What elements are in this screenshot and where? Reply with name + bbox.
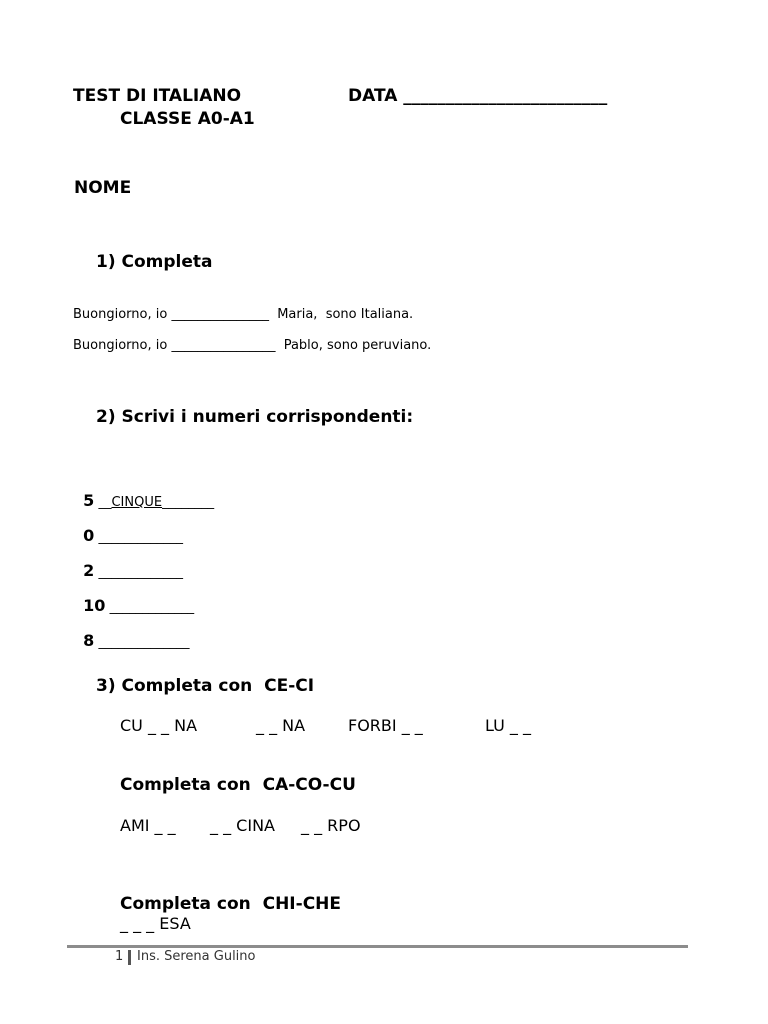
number-row-0[interactable] [73,507,183,545]
subheading-ca-co-cu: Completa con CA-CO-CU [120,775,356,795]
answer-blank[interactable]: _____________ [94,530,183,545]
number-row-8[interactable] [73,612,189,650]
class-label: CLASSE A0-A1 [120,109,255,129]
name-field-label[interactable]: NOME [74,178,132,198]
number-label: 8 [83,631,95,650]
page-number: 1 [115,949,124,964]
answer-example: CINQUE [111,495,163,510]
number-row-2[interactable] [73,542,183,580]
number-row-10[interactable] [73,577,194,615]
answer-blank[interactable]: _____________ [94,565,183,580]
number-label: 10 [83,596,106,615]
word-blank-chi-che[interactable]: _ _ _ ESA [120,914,191,933]
number-row-5[interactable] [73,472,214,510]
footer-author: Ins. Serena Gulino [137,949,256,964]
answer-blank-pre: __ [94,495,112,510]
word-blank-ce-ci[interactable]: _ _ NA [256,716,306,735]
answer-blank[interactable]: _____________ [105,600,195,615]
section1-heading: 1) Completa [96,252,213,272]
answer-blank-post: ________ [162,495,215,510]
footer-separator [128,950,131,965]
word-blank-ca-co-cu[interactable]: _ _ CINA [210,816,275,835]
word-blank-ca-co-cu[interactable]: AMI _ _ [120,816,176,835]
section3-heading: 3) Completa con CE-CI [96,676,315,696]
fill-in-sentence-1[interactable]: Buongiorno, io _______________ Maria, sono Italiana. [73,307,414,322]
section2-heading: 2) Scrivi i numeri corrispondenti: [96,407,414,427]
word-blank-ce-ci[interactable]: FORBI _ _ [348,716,423,735]
footer-divider [67,945,688,948]
number-label: 2 [83,561,95,580]
test-title: TEST DI ITALIANO [73,86,242,106]
answer-blank[interactable]: ______________ [94,635,190,650]
fill-in-sentence-2[interactable]: Buongiorno, io ________________ Pablo, sono peruviano. [73,338,432,353]
number-label: 0 [83,526,95,545]
date-field[interactable]: DATA ________________________ [348,86,608,106]
word-blank-ce-ci[interactable]: CU _ _ NA [120,716,198,735]
word-blank-ce-ci[interactable]: LU _ _ [485,716,531,735]
word-blank-ca-co-cu[interactable]: _ _ RPO [301,816,361,835]
number-label: 5 [83,491,95,510]
subheading-chi-che: Completa con CHI-CHE [120,894,342,914]
